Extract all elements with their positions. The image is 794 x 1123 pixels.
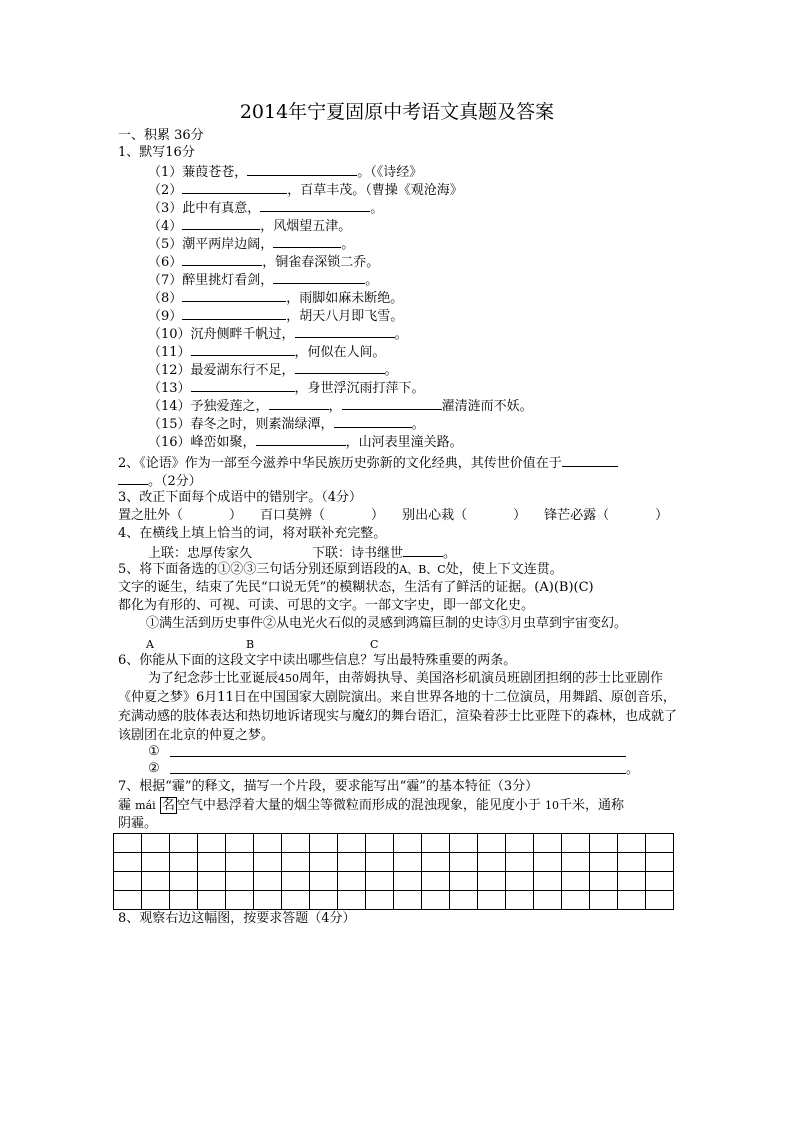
- grid-cell[interactable]: [282, 872, 310, 891]
- grid-cell[interactable]: [142, 834, 170, 853]
- q1-line-14: [148, 396, 533, 415]
- q1-post: 。: [394, 327, 408, 342]
- answer-blank[interactable]: [182, 216, 260, 230]
- q1-mid: ，: [328, 399, 342, 414]
- q1-num: （2）: [148, 183, 183, 198]
- q5-paragraph-2: 都化为有形的、可视、可读、可思的文字。一部文字史，即一部文化史。: [118, 598, 535, 613]
- grid-cell[interactable]: [450, 834, 478, 853]
- answer-blank[interactable]: [273, 234, 341, 248]
- couplet-upper: 上联：忠厚传家久: [148, 546, 253, 561]
- grid-cell[interactable]: [226, 853, 254, 872]
- headword: 霾: [118, 798, 132, 813]
- q1-num: （4）: [148, 219, 183, 234]
- label-c: C: [370, 638, 379, 651]
- q7-heading: 7、根据“霾”的释文，描写一个片段，要求能写出“霾”的基本特征（3分）: [118, 779, 539, 794]
- grid-row: [114, 872, 674, 891]
- grid-cell[interactable]: [478, 834, 506, 853]
- q2-line-2: [118, 471, 202, 490]
- q1-num: （1）: [148, 165, 183, 180]
- grid-cell[interactable]: [422, 872, 450, 891]
- grid-cell[interactable]: [506, 853, 534, 872]
- grid-cell[interactable]: [282, 834, 310, 853]
- grid-cell[interactable]: [254, 853, 282, 872]
- grid-cell[interactable]: [226, 891, 254, 910]
- part-of-speech: 名: [161, 798, 175, 813]
- grid-cell[interactable]: [170, 834, 198, 853]
- q6-passage: [118, 669, 678, 745]
- grid-cell[interactable]: [338, 891, 366, 910]
- grid-cell[interactable]: [562, 853, 590, 872]
- idiom-item: 别出心栽（: [402, 508, 468, 523]
- q1-num: （3）: [148, 201, 183, 216]
- answer-blank[interactable]: [334, 414, 412, 428]
- grid-cell[interactable]: [534, 853, 562, 872]
- page-title: 2014年宁夏固原中考语文真题及答案: [239, 101, 555, 123]
- passage-number: 450: [278, 672, 300, 685]
- q5-heading-text: 处，使上下文连贯。: [445, 562, 563, 577]
- q2-score: 。（2分）: [148, 474, 202, 489]
- grid-cell[interactable]: [114, 834, 142, 853]
- q1-pre: 峰峦如聚，: [190, 435, 256, 450]
- q1-line-15: [148, 414, 425, 433]
- q1-post: ，雨脚如麻未断绝。: [286, 291, 404, 306]
- grid-cell[interactable]: [618, 853, 646, 872]
- q7-definition-end: 阴霾。: [118, 816, 158, 831]
- label-a: A: [146, 638, 154, 651]
- answer-blank[interactable]: [191, 342, 295, 356]
- grid-cell[interactable]: [590, 872, 618, 891]
- answer-blank[interactable]: [118, 471, 148, 485]
- q1-pre: 予独爱莲之，: [190, 399, 269, 414]
- q2-line-1: [118, 453, 618, 472]
- q4-couplet: [148, 543, 456, 562]
- grid-cell[interactable]: [394, 853, 422, 872]
- grid-cell[interactable]: [198, 872, 226, 891]
- grid-cell[interactable]: [534, 834, 562, 853]
- grid-cell[interactable]: [534, 891, 562, 910]
- q1-pre: 最爱湖东行不足，: [190, 363, 295, 378]
- grid-cell[interactable]: [506, 834, 534, 853]
- q1-num: （5）: [148, 237, 183, 252]
- grid-cell[interactable]: [226, 872, 254, 891]
- idiom-item: 置之肚外（: [118, 508, 184, 523]
- q1-num: （9）: [148, 309, 183, 324]
- q5-abc: A、B、C: [399, 563, 446, 576]
- answer-blank[interactable]: [182, 180, 287, 194]
- q1-num: （11）: [148, 345, 191, 360]
- pinyin: mái: [135, 799, 156, 812]
- answer-blank[interactable]: [191, 378, 295, 392]
- q6-heading: 6、你能从下面的这段文字中读出哪些信息？写出最特殊重要的两条。: [118, 653, 517, 668]
- q1-post: 濯清涟而不妖。: [441, 399, 533, 414]
- answer-blank[interactable]: [182, 252, 262, 266]
- grid-cell[interactable]: [590, 891, 618, 910]
- grid-cell[interactable]: [310, 891, 338, 910]
- grid-cell[interactable]: [478, 872, 506, 891]
- answer-blank[interactable]: [295, 360, 385, 374]
- q1-heading: 1、默写16分: [118, 145, 195, 160]
- grid-row: [114, 891, 674, 910]
- grid-cell[interactable]: [254, 891, 282, 910]
- grid-cell[interactable]: [646, 853, 674, 872]
- q5-paragraph-1: 文字的诞生，结束了先民“口说无凭”的模糊状态，生活有了鲜活的证据。(A)(B)(C): [118, 580, 594, 595]
- q5-heading-text: 5、将下面备选的①②③三句话分别还原到语段的: [118, 562, 400, 577]
- grid-cell[interactable]: [282, 891, 310, 910]
- q1-num: （8）: [148, 291, 183, 306]
- q6-mark-2: ②: [148, 761, 160, 776]
- grid-cell[interactable]: [366, 834, 394, 853]
- q5-options: ①满生活到历史事件②从电光火石似的灵感到鸿篇巨制的史诗③月虫草到宇宙变幻。: [146, 616, 628, 631]
- answer-blank[interactable]: [562, 453, 618, 467]
- grid-cell[interactable]: [338, 853, 366, 872]
- punct: 。: [443, 546, 457, 561]
- grid-cell[interactable]: [198, 853, 226, 872]
- q1-pre: 蒹葭苍苍，: [182, 165, 248, 180]
- q1-post: ，铜雀春深锁二乔。: [262, 255, 380, 270]
- grid-cell[interactable]: [198, 834, 226, 853]
- bracket: ）: [655, 508, 669, 523]
- q1-num: （16）: [148, 435, 191, 450]
- q1-post: 。: [341, 237, 355, 252]
- q1-num: （15）: [148, 417, 191, 432]
- q1-line-7: [148, 270, 378, 289]
- grid-cell[interactable]: [646, 872, 674, 891]
- q1-post: ，山河表里潼关路。: [345, 435, 463, 450]
- q1-post: ，身世浮沉雨打萍下。: [294, 381, 425, 396]
- q1-post: 。: [370, 201, 384, 216]
- q1-post: 。: [365, 273, 379, 288]
- grid-cell[interactable]: [506, 891, 534, 910]
- grid-cell[interactable]: [646, 834, 674, 853]
- q1-post: ，胡天八月即飞雪。: [286, 309, 404, 324]
- grid-cell[interactable]: [114, 853, 142, 872]
- q1-post: 。: [384, 363, 398, 378]
- grid-cell[interactable]: [506, 872, 534, 891]
- q1-post: ，风烟望五津。: [260, 219, 352, 234]
- q1-line-9: [148, 306, 403, 325]
- grid-cell[interactable]: [562, 872, 590, 891]
- grid-cell[interactable]: [646, 891, 674, 910]
- q1-line-6: [148, 252, 379, 271]
- passage-text: 周年，由蒂姆执导、美国洛杉矶演员班剧团担纲的莎士比亚剧作《仲夏之梦》6月11日在中国国家大剧院演出。来自世界各地的十二位演员，用舞蹈、原创音乐，充满动感的肢体表达和热切地诉诸现实与魔幻的舞台语汇，渲染着莎士比亚陛下的森林，也成就了该剧团在北京的仲夏之梦。: [118, 671, 678, 743]
- grid-cell[interactable]: [618, 891, 646, 910]
- grid-cell[interactable]: [254, 872, 282, 891]
- q6-mark-1: ①: [148, 744, 160, 759]
- q1-pre: 潮平两岸边阔，: [182, 237, 274, 252]
- grid-cell[interactable]: [422, 834, 450, 853]
- definition-text: 空气中悬浮着大量的烟尘等微粒而形成的混浊现象，能见度小于: [176, 798, 541, 813]
- grid-row: [114, 853, 674, 872]
- answer-blank[interactable]: [295, 324, 395, 338]
- answer-line-2[interactable]: [170, 773, 626, 774]
- grid-cell[interactable]: [366, 891, 394, 910]
- definition-text: 千米，通称: [558, 798, 624, 813]
- q3-heading: 3、改正下面每个成语中的错别字。（4分）: [118, 490, 363, 505]
- answer-blank[interactable]: [260, 198, 370, 212]
- grid-cell[interactable]: [366, 853, 394, 872]
- q1-num: （6）: [148, 255, 183, 270]
- q1-post: 。: [411, 417, 425, 432]
- q5-heading: [118, 561, 563, 578]
- grid-cell[interactable]: [226, 834, 254, 853]
- q7-definition: [118, 797, 624, 814]
- grid-cell[interactable]: [282, 853, 310, 872]
- q1-pre: 沉舟侧畔千帆过，: [190, 327, 295, 342]
- q1-line-1: [148, 162, 422, 181]
- writing-grid[interactable]: [113, 833, 674, 910]
- q8-heading: 8、观察右边这幅图，按要求答题（4分）: [118, 911, 356, 926]
- answer-line-1[interactable]: [170, 756, 626, 757]
- answer-blank[interactable]: [182, 306, 286, 320]
- grid-cell[interactable]: [142, 891, 170, 910]
- couplet-lower: 下联：诗书继世: [312, 546, 404, 561]
- grid-cell[interactable]: [310, 853, 338, 872]
- q1-post: ，百草丰茂。（曹操《观沧海》: [287, 183, 463, 198]
- bracket: ）: [371, 508, 385, 523]
- q1-num: （12）: [148, 363, 191, 378]
- idiom-item: 锋芒必露（: [544, 508, 610, 523]
- grid-cell[interactable]: [422, 853, 450, 872]
- bracket: ）: [513, 508, 527, 523]
- grid-cell[interactable]: [590, 834, 618, 853]
- grid-cell[interactable]: [170, 891, 198, 910]
- answer-blank[interactable]: [342, 396, 442, 410]
- grid-cell[interactable]: [366, 872, 394, 891]
- q1-pre: 春冬之时，则素湍绿潭，: [190, 417, 334, 432]
- q1-line-11: [148, 342, 386, 361]
- q6-end: 。: [626, 762, 640, 777]
- bracket: ）: [229, 508, 243, 523]
- q1-num: （7）: [148, 273, 183, 288]
- answer-blank[interactable]: [247, 162, 357, 176]
- grid-cell[interactable]: [338, 834, 366, 853]
- q1-num: （10）: [148, 327, 191, 342]
- grid-cell[interactable]: [394, 872, 422, 891]
- grid-cell[interactable]: [142, 872, 170, 891]
- q1-line-8: [148, 288, 403, 307]
- grid-cell[interactable]: [450, 872, 478, 891]
- grid-cell[interactable]: [170, 853, 198, 872]
- grid-cell[interactable]: [394, 834, 422, 853]
- passage-text: 为了纪念莎士比亚诞辰: [148, 671, 279, 686]
- grid-cell[interactable]: [534, 872, 562, 891]
- answer-blank[interactable]: [256, 432, 346, 446]
- q1-line-3: [148, 198, 383, 217]
- grid-cell[interactable]: [310, 872, 338, 891]
- section-heading: 一、积累 36分: [118, 128, 204, 143]
- grid-row: [114, 834, 674, 853]
- grid-cell[interactable]: [114, 872, 142, 891]
- grid-cell[interactable]: [618, 834, 646, 853]
- grid-cell[interactable]: [198, 891, 226, 910]
- q1-line-13: [148, 378, 425, 397]
- definition-number: 10: [544, 799, 559, 812]
- grid-cell[interactable]: [562, 834, 590, 853]
- q1-pre: 醉里挑灯看剑，: [182, 273, 274, 288]
- q1-line-16: [148, 432, 463, 451]
- label-b: B: [246, 638, 255, 651]
- q1-line-2: [148, 180, 463, 199]
- grid-cell[interactable]: [170, 872, 198, 891]
- grid-cell[interactable]: [114, 891, 142, 910]
- q1-post: 。（《诗经》: [357, 165, 423, 180]
- grid-cell[interactable]: [254, 834, 282, 853]
- idiom-item: 百口莫辨（: [260, 508, 326, 523]
- answer-blank[interactable]: [182, 288, 286, 302]
- q1-num: （14）: [148, 399, 191, 414]
- q3-items: [118, 507, 668, 524]
- grid-cell[interactable]: [478, 891, 506, 910]
- grid-cell[interactable]: [450, 853, 478, 872]
- grid-cell[interactable]: [310, 834, 338, 853]
- q2-text: 2、《论语》作为一部至今滋养中华民族历史弥新的文化经典，其传世价值在于: [118, 456, 562, 471]
- grid-cell[interactable]: [478, 853, 506, 872]
- answer-blank[interactable]: [273, 270, 365, 284]
- q1-post: ，何似在人间。: [294, 345, 386, 360]
- grid-cell[interactable]: [338, 872, 366, 891]
- grid-cell[interactable]: [142, 853, 170, 872]
- q1-num: （13）: [148, 381, 191, 396]
- q1-line-10: [148, 324, 408, 343]
- grid-cell[interactable]: [450, 891, 478, 910]
- q1-line-5: [148, 234, 354, 253]
- q1-pre: 此中有真意，: [182, 201, 261, 216]
- grid-cell[interactable]: [394, 891, 422, 910]
- q1-line-4: [148, 216, 351, 235]
- grid-cell[interactable]: [618, 872, 646, 891]
- grid-cell[interactable]: [562, 891, 590, 910]
- grid-cell[interactable]: [590, 853, 618, 872]
- answer-blank[interactable]: [403, 543, 443, 557]
- q1-line-12: [148, 360, 398, 379]
- answer-blank[interactable]: [269, 396, 329, 410]
- grid-cell[interactable]: [422, 891, 450, 910]
- q4-heading: 4、在横线上填上恰当的词，将对联补充完整。: [118, 526, 387, 541]
